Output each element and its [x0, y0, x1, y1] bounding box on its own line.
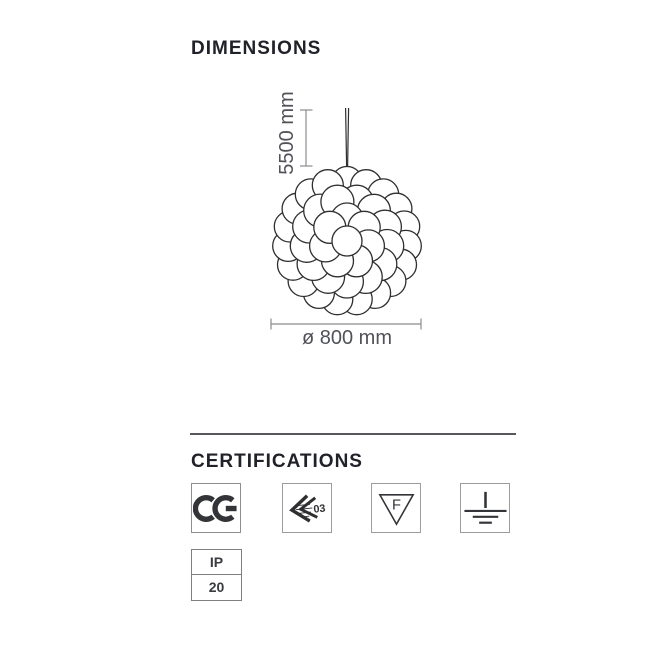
- diameter-label: ø 800 mm: [301, 327, 393, 349]
- earth-ground-icon: [462, 485, 509, 532]
- energy-mark-number: 03: [312, 502, 326, 516]
- f-mark-letter: F: [391, 496, 401, 513]
- suspension-cable-line: [346, 108, 349, 172]
- ip-rating-label: IP: [209, 554, 224, 570]
- f-mark-triangle-icon: [373, 485, 420, 532]
- pendant-lamp-drawing-svg: [240, 95, 460, 355]
- section-divider-rule: [190, 433, 516, 435]
- suspension-length-dimension-line: [300, 110, 313, 166]
- energy-efficiency-mark: [282, 483, 332, 533]
- suspension-length-label: 5500 mm: [276, 91, 298, 175]
- dimensions-heading: DIMENSIONS: [191, 38, 322, 59]
- chevron-03-icon: [284, 485, 331, 532]
- certifications-heading: CERTIFICATIONS: [191, 451, 363, 472]
- ip-rating-value: 20: [192, 574, 241, 599]
- ip-rating-badge: [191, 549, 242, 601]
- ce-mark: [191, 483, 241, 533]
- earth-ground-mark: [460, 483, 510, 533]
- pendant-lamp-dimension-drawing: [240, 95, 460, 355]
- ce-mark-icon: [193, 485, 240, 532]
- f-mark: [371, 483, 421, 533]
